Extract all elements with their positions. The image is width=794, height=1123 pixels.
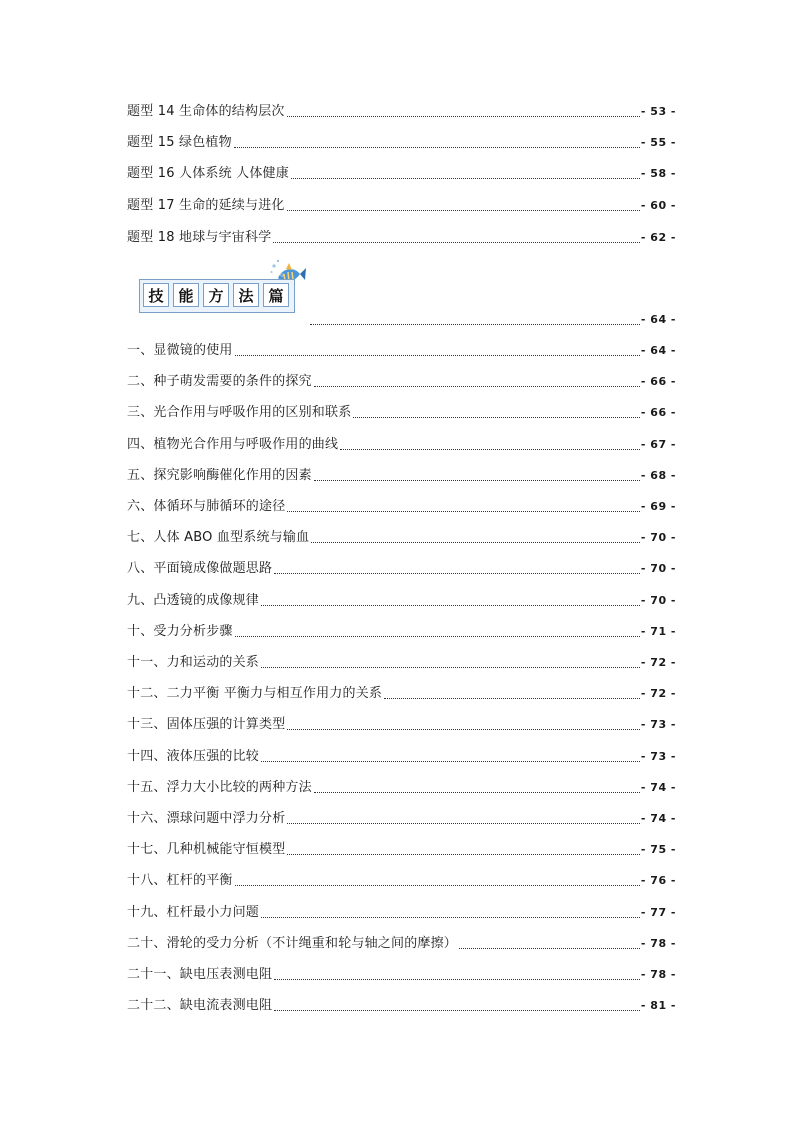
toc-entry[interactable] — [127, 528, 676, 548]
toc-entry-page: - 74 - — [640, 781, 676, 794]
toc-entry-label: 题型 18 地球与宇宙科学 — [127, 230, 272, 245]
dot-leader — [314, 386, 640, 387]
toc-entry-page: - 72 - — [640, 687, 676, 700]
badge-char: 方 — [203, 283, 229, 307]
toc-entry-label: 十八、杠杆的平衡 — [127, 873, 233, 888]
toc-entry-label: 题型 15 绿色植物 — [127, 135, 232, 150]
toc-entry-page: - 55 - — [640, 136, 676, 149]
toc-entry[interactable] — [127, 903, 676, 923]
dot-leader — [261, 917, 640, 918]
dot-leader — [314, 480, 640, 481]
toc-entry-label: 二十一、缺电压表测电阻 — [127, 967, 273, 982]
toc-entry-label: 十九、杠杆最小力问题 — [127, 905, 260, 920]
toc-entry-label: 一、显微镜的使用 — [127, 343, 233, 358]
dot-leader — [234, 147, 640, 148]
toc-entry-page: - 60 - — [640, 199, 676, 212]
dot-leader — [353, 417, 639, 418]
toc-entry[interactable] — [127, 372, 676, 392]
toc-entry[interactable] — [127, 934, 676, 954]
toc-entry-label: 十五、浮力大小比较的两种方法 — [127, 780, 312, 795]
toc-entry-label: 十七、几种机械能守恒模型 — [127, 842, 286, 857]
section-badge — [139, 279, 295, 313]
toc-entry[interactable] — [127, 965, 676, 985]
toc-entry[interactable] — [127, 497, 676, 517]
toc-entry-page: - 70 - — [640, 562, 676, 575]
badge-char: 法 — [233, 283, 259, 307]
toc-entry[interactable] — [127, 133, 676, 153]
toc-entry[interactable] — [127, 840, 676, 860]
toc-entry-label: 十一、力和运动的关系 — [127, 655, 260, 670]
toc-entry-page: - 58 - — [640, 167, 676, 180]
toc-entry[interactable] — [127, 559, 676, 579]
toc-entry-label: 五、探究影响酶催化作用的因素 — [127, 468, 312, 483]
dot-leader — [287, 210, 640, 211]
toc-entry-label: 四、植物光合作用与呼吸作用的曲线 — [127, 437, 339, 452]
toc-entry-page: - 53 - — [640, 105, 676, 118]
badge-char: 技 — [143, 283, 169, 307]
toc-entry[interactable] — [127, 164, 676, 184]
toc-entry-label: 七、人体 ABO 血型系统与输血 — [127, 530, 310, 545]
toc-entry-page: - 62 - — [640, 231, 676, 244]
toc-entry-page: - 78 - — [640, 937, 676, 950]
dot-leader — [287, 116, 640, 117]
dot-leader — [287, 823, 639, 824]
toc-entry[interactable] — [127, 747, 676, 767]
toc-entry-label: 十六、漂球问题中浮力分析 — [127, 811, 286, 826]
dot-leader — [291, 178, 640, 179]
dot-leader — [459, 948, 640, 949]
dot-leader — [235, 636, 640, 637]
toc-entry-page: - 73 - — [640, 718, 676, 731]
badge-char: 篇 — [263, 283, 289, 307]
dot-leader — [287, 511, 639, 512]
toc-entry[interactable] — [127, 403, 676, 423]
toc-entry-label: 三、光合作用与呼吸作用的区别和联系 — [127, 405, 352, 420]
toc-entry[interactable] — [127, 341, 676, 361]
dot-leader — [274, 979, 640, 980]
toc-entry[interactable] — [127, 591, 676, 611]
toc-entry[interactable] — [127, 466, 676, 486]
section-page: - 64 - — [640, 313, 676, 326]
badge-char: 能 — [173, 283, 199, 307]
dot-leader — [310, 324, 640, 325]
toc-entry[interactable] — [127, 653, 676, 673]
toc-entry[interactable] — [127, 622, 676, 642]
toc-entry[interactable] — [127, 684, 676, 704]
toc-entry-label: 六、体循环与肺循环的途径 — [127, 499, 286, 514]
toc-entry-label: 题型 14 生命体的结构层次 — [127, 104, 285, 119]
toc-entry-label: 二十二、缺电流表测电阻 — [127, 998, 273, 1013]
dot-leader — [261, 761, 640, 762]
toc-entry[interactable] — [127, 196, 676, 216]
toc-entry-page: - 68 - — [640, 469, 676, 482]
dot-leader — [261, 667, 640, 668]
toc-entry-page: - 66 - — [640, 375, 676, 388]
toc-entry[interactable] — [127, 809, 676, 829]
toc-entry-page: - 76 - — [640, 874, 676, 887]
dot-leader — [311, 542, 640, 543]
dot-leader — [274, 573, 640, 574]
toc-entry-page: - 74 - — [640, 812, 676, 825]
toc-entry-label: 八、平面镜成像做题思路 — [127, 561, 273, 576]
toc-entry-label: 二、种子萌发需要的条件的探究 — [127, 374, 312, 389]
toc-entry-label: 十四、液体压强的比较 — [127, 749, 260, 764]
dot-leader — [287, 854, 639, 855]
toc-entry-label: 题型 17 生命的延续与进化 — [127, 198, 285, 213]
toc-entry-label: 九、凸透镜的成像规律 — [127, 593, 260, 608]
toc-entry-page: - 73 - — [640, 750, 676, 763]
toc-entry-page: - 72 - — [640, 656, 676, 669]
toc-entry-label: 二十、滑轮的受力分析（不计绳重和轮与轴之间的摩擦） — [127, 936, 458, 951]
toc-entry[interactable] — [127, 228, 676, 248]
dot-leader — [274, 1010, 640, 1011]
toc-entry[interactable] — [127, 102, 676, 122]
toc-entry-page: - 71 - — [640, 625, 676, 638]
dot-leader — [384, 698, 640, 699]
dot-leader — [235, 885, 640, 886]
toc-entry[interactable] — [127, 715, 676, 735]
toc-entry-label: 题型 16 人体系统 人体健康 — [127, 166, 289, 181]
dot-leader — [235, 355, 640, 356]
toc-entry-page: - 64 - — [640, 344, 676, 357]
dot-leader — [314, 792, 640, 793]
toc-entry[interactable] — [127, 871, 676, 891]
toc-entry[interactable] — [127, 996, 676, 1016]
dot-leader — [273, 242, 639, 243]
toc-entry-page: - 77 - — [640, 906, 676, 919]
toc-entry-page: - 69 - — [640, 500, 676, 513]
section-entry[interactable] — [308, 310, 676, 330]
toc-entry-label: 十、受力分析步骤 — [127, 624, 233, 639]
toc-entry-page: - 67 - — [640, 438, 676, 451]
toc-entry-page: - 78 - — [640, 968, 676, 981]
toc-entry[interactable] — [127, 778, 676, 798]
toc-entry-page: - 66 - — [640, 406, 676, 419]
dot-leader — [261, 605, 640, 606]
toc-entry-page: - 81 - — [640, 999, 676, 1012]
toc-entry-label: 十二、二力平衡 平衡力与相互作用力的关系 — [127, 686, 383, 701]
toc-entry-page: - 70 - — [640, 594, 676, 607]
toc-entry[interactable] — [127, 435, 676, 455]
toc-entry-page: - 70 - — [640, 531, 676, 544]
dot-leader — [287, 729, 639, 730]
toc-entry-label: 十三、固体压强的计算类型 — [127, 717, 286, 732]
toc-entry-page: - 75 - — [640, 843, 676, 856]
dot-leader — [340, 449, 640, 450]
